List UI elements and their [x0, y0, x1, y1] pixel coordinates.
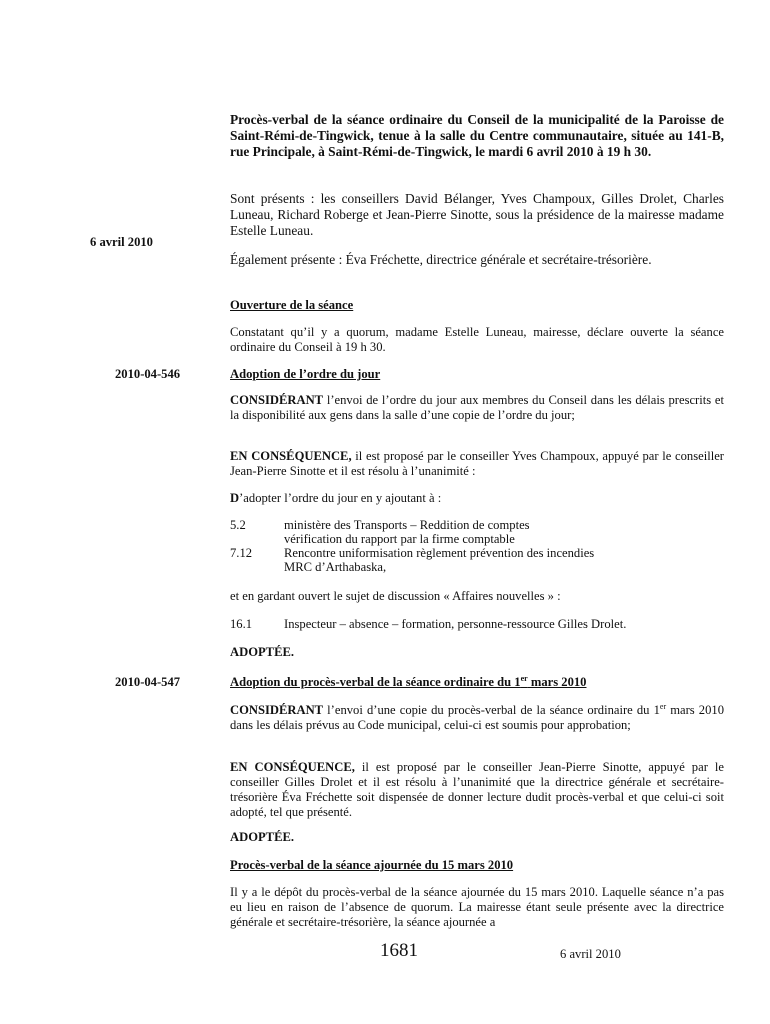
minutes-adopted: ADOPTÉE. — [230, 830, 295, 844]
minutes-consequence — [230, 760, 724, 820]
agenda-adopt-line — [230, 491, 724, 506]
minutes-considerant-text: l’envoi d’une copie du procès-verbal de la séance ordinaire du 1 — [323, 703, 660, 717]
page-number: 1681 — [380, 940, 418, 961]
agenda-item-line: ministère des Transports – Reddition de comptes — [284, 518, 530, 532]
agenda-considerant — [230, 393, 724, 423]
adopt-initial: D — [230, 491, 240, 505]
footer-date: 6 avril 2010 — [560, 947, 621, 961]
agenda-added-items — [230, 518, 724, 574]
agenda-item-line: vérification du rapport par la firme comptable — [284, 532, 515, 546]
also-present: Également présente : Éva Fréchette, directrice générale et secrétaire-trésorière. — [230, 252, 652, 267]
minutes-heading — [230, 675, 724, 690]
consequence-label: EN CONSÉQUENCE, — [230, 760, 355, 774]
considerant-label: CONSIDÉRANT — [230, 393, 324, 407]
minutes-considerant-rest: mars 2010 dans les délais prévus au Code municipal, celui-ci est soumis pour approbation; — [230, 703, 724, 732]
agenda-heading: Adoption de l’ordre du jour — [230, 367, 381, 381]
agenda-item-number: 5.2 — [230, 518, 246, 532]
agenda-item-text — [284, 518, 724, 546]
opening-text: Constatant qu’il y a quorum, madame Estelle Luneau, mairesse, déclare ouverte la séance ordinaire du Conseil à 19 h 30. — [230, 325, 724, 354]
considerant-label: CONSIDÉRANT — [230, 703, 324, 717]
agenda-item-line: Rencontre uniformisation règlement prévention des incendies — [284, 546, 595, 560]
minutes-heading-month: mars 2010 — [527, 675, 587, 689]
adjourned-heading: Procès-verbal de la séance ajournée du 15 mars 2010 — [230, 858, 514, 872]
agenda-considerant-text: l’envoi de l’ordre du jour aux membres du Conseil dans les délais prescrits et la disponibilité aux gens dans la salle d’une copie de l’ordre du jour; — [230, 393, 724, 422]
agenda-adopted: ADOPTÉE. — [230, 645, 295, 659]
minutes-heading-sup: er — [520, 673, 528, 683]
agenda-item-text — [284, 546, 724, 574]
agenda-item — [230, 518, 724, 546]
minutes-heading-text: Adoption du procès-verbal de la séance ordinaire du 1 — [230, 675, 521, 689]
opening-heading: Ouverture de la séance — [230, 298, 354, 312]
agenda-keep-open: et en gardant ouvert le sujet de discussion « Affaires nouvelles » : — [230, 589, 561, 603]
minutes-consequence-text: il est proposé par le conseiller Jean-Pierre Sinotte, appuyé par le conseiller Gilles Drolet et il est résolu à l’unanimité que la directrice générale et secrétaire-trésorière Éva Fréchette soit dispensée de donner lecture dudit procès-verbal et que celui-ci soit adopté, tel que présenté. — [230, 760, 724, 819]
present-members: Sont présents : les conseillers David Bélanger, Yves Champoux, Gilles Drolet, Charles Luneau, Richard Roberge et Jean-Pierre Sinotte, sous la présidence de la mairesse madame Estelle Luneau. — [230, 191, 724, 238]
resolution-number-547: 2010-04-547 — [115, 675, 181, 689]
adjourned-text: Il y a le dépôt du procès-verbal de la séance ajournée du 15 mars 2010. Laquelle séance n’a pas eu lieu en raison de l’absence de quorum. La mairesse étant seule présente avec la directrice générale et secrétaire-trésorière, la séance ajournée a — [230, 885, 724, 929]
agenda-item-number: 7.12 — [230, 546, 253, 560]
resolution-number-546: 2010-04-546 — [115, 367, 181, 381]
agenda-item — [230, 617, 724, 631]
minutes-considerant — [230, 703, 724, 733]
document-title: Procès-verbal de la séance ordinaire du Conseil de la municipalité de la Paroisse de Saint-Rémi-de-Tingwick, tenue à la salle du Centre communautaire, située au 141-B, rue Principale, à Saint-Rémi-de-Tingwick, le mardi 6 avril 2010 à 19 h 30. — [230, 112, 724, 159]
agenda-adopt-text: ’adopter l’ordre du jour en y ajoutant à : — [239, 491, 442, 505]
minutes-considerant-sup: er — [659, 701, 667, 711]
agenda-item-text: Inspecteur – absence – formation, personne-ressource Gilles Drolet. — [284, 617, 627, 631]
agenda-item-line: MRC d’Arthabaska, — [284, 560, 387, 574]
margin-date: 6 avril 2010 — [90, 235, 153, 249]
agenda-consequence — [230, 449, 724, 479]
consequence-label: EN CONSÉQUENCE, — [230, 449, 352, 463]
agenda-consequence-text: il est proposé par le conseiller Yves Champoux, appuyé par le conseiller Jean-Pierre Sinotte et il est résolu à l’unanimité : — [230, 449, 724, 478]
agenda-item — [230, 546, 724, 574]
agenda-item-number: 16.1 — [230, 617, 253, 631]
